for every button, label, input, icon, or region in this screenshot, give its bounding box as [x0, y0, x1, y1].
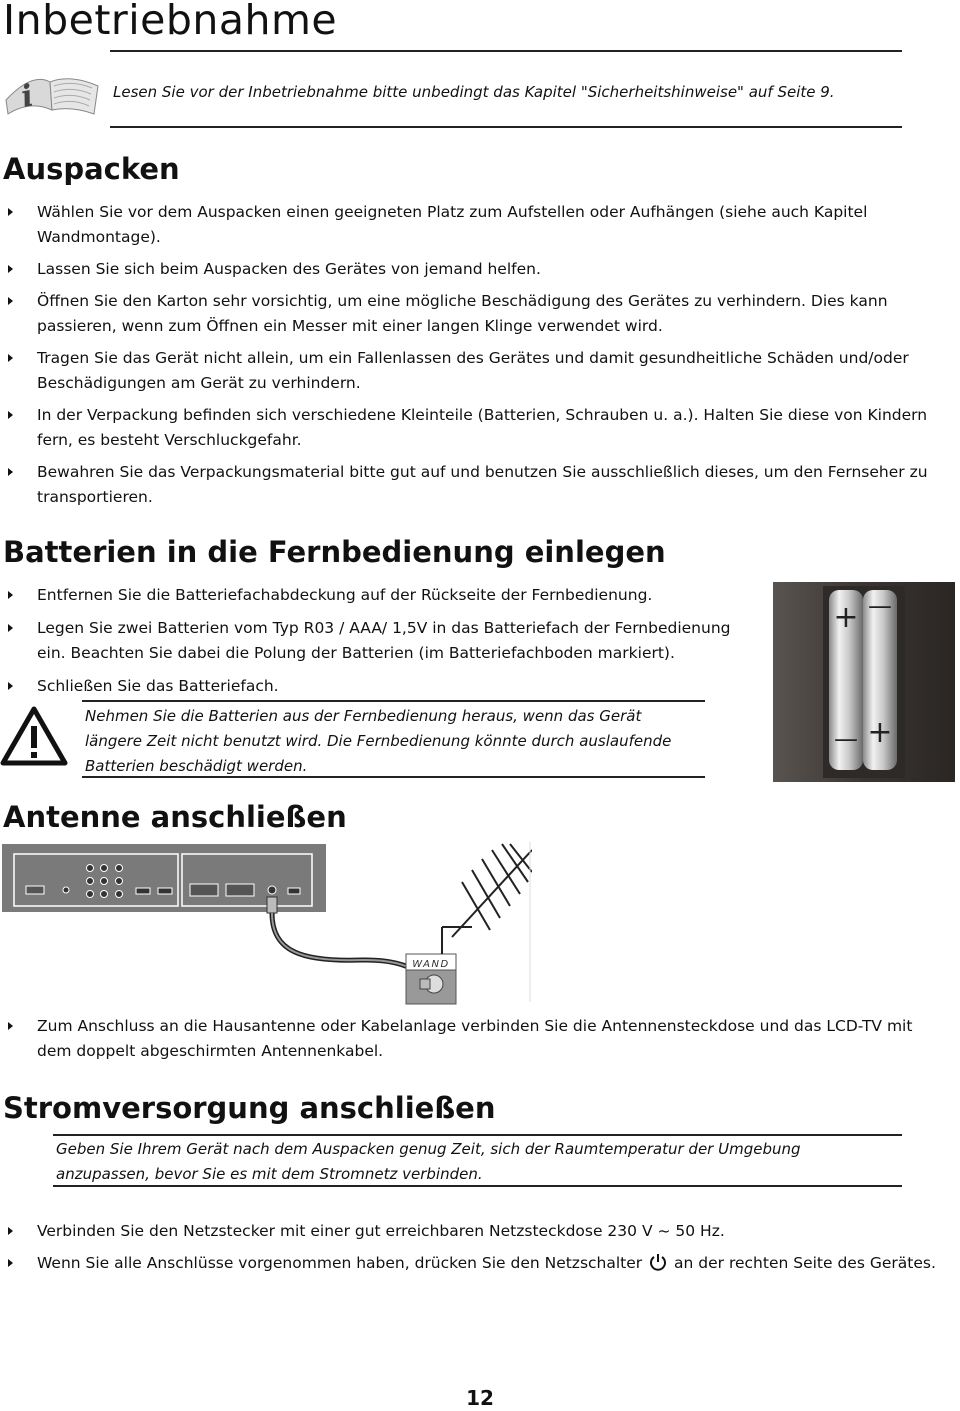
section-heading-batterien: Batterien in die Fernbedienung einlegen [3, 535, 666, 569]
antenna-connection-diagram [2, 842, 532, 1007]
battery-compartment-image [773, 582, 955, 782]
strom-rule-bottom [53, 1185, 902, 1187]
section-heading-auspacken: Auspacken [3, 152, 180, 186]
battery-warning-note: Nehmen Sie die Batterien aus der Fernbedienung heraus, wenn das Gerät längere Zeit nicht benutzt wird. Die Fernbedienung könnte durch auslaufende Batterien beschädigt werden. [85, 707, 672, 775]
list-item: Wenn Sie alle Anschlüsse vorgenommen haben, drücken Sie den Netzschalter an der rechten Seite des Gerätes. [8, 1251, 948, 1276]
list-item: Entfernen Sie die Batteriefachabdeckung auf der Rückseite der Fernbedienung. [8, 583, 743, 608]
list-item: Verbinden Sie den Netzstecker mit einer gut erreichbaren Netzsteckdose 230 V ~ 50 Hz. [8, 1219, 948, 1244]
list-item: Legen Sie zwei Batterien vom Typ R03 / AAA/ 1,5V in das Batteriefach der Fernbedienung ein. Beachten Sie dabei die Polung der Batterien (im Batteriefachboden markiert). [8, 616, 743, 666]
bullet-arrow-icon [8, 265, 13, 273]
polarity-minus-top: — [868, 592, 892, 620]
auspacken-list [8, 200, 948, 510]
bullet-arrow-icon [8, 297, 13, 305]
intro-note: Lesen Sie vor der Inbetriebnahme bitte unbedingt das Kapitel "Sicherheitshinweise" auf Seite 9. [113, 83, 835, 101]
bullet-arrow-icon [8, 624, 13, 632]
list-item: Lassen Sie sich beim Auspacken des Gerätes von jemand helfen. [8, 257, 948, 282]
bullet-arrow-icon [8, 208, 13, 216]
list-item: Schließen Sie das Batteriefach. [8, 674, 743, 699]
wall-label: WAND [412, 959, 450, 970]
power-icon [649, 1253, 667, 1271]
polarity-plus-top: + [833, 600, 859, 635]
bullet-arrow-icon [8, 1227, 13, 1235]
info-book-icon [2, 70, 102, 120]
warning-triangle-icon [0, 706, 68, 766]
polarity-plus-bottom: + [867, 715, 893, 750]
title-rule [110, 50, 902, 52]
batterien-list [8, 583, 743, 699]
warning-rule-top [82, 700, 705, 702]
list-item: Öffnen Sie den Karton sehr vorsichtig, um eine mögliche Beschädigung des Gerätes zu verhindern. Dies kann passieren, wenn zum Öffnen ein Messer mit einer langen Klinge verwendet wird. [8, 289, 948, 339]
list-item: Tragen Sie das Gerät nicht allein, um ein Fallenlassen des Gerätes und damit gesundheitliche Schäden und/oder Beschädigungen am Gerät zu verhindern. [8, 346, 948, 396]
strom-list [8, 1219, 948, 1276]
section-heading-strom: Stromversorgung anschließen [3, 1091, 496, 1125]
bullet-arrow-icon [8, 591, 13, 599]
section-heading-antenne: Antenne anschließen [3, 800, 347, 834]
list-item: Wählen Sie vor dem Auspacken einen geeigneten Platz zum Aufstellen oder Aufhängen (siehe auch Kapitel Wandmontage). [8, 200, 948, 250]
bullet-arrow-icon [8, 1022, 13, 1030]
list-item: Bewahren Sie das Verpackungsmaterial bitte gut auf und benutzen Sie ausschließlich dieses, um den Fernseher zu transportieren. [8, 460, 948, 510]
bullet-arrow-icon [8, 1259, 13, 1267]
strom-note: Geben Sie Ihrem Gerät nach dem Auspacken genug Zeit, sich der Raumtemperatur der Umgebung anzupassen, bevor Sie es mit dem Stromnetz verbinden. [56, 1140, 801, 1183]
polarity-minus-bottom: — [834, 725, 858, 753]
warning-rule-bottom [82, 776, 705, 778]
page-number: 12 [466, 1386, 494, 1410]
antenne-list [8, 1014, 948, 1064]
strom-rule-top [53, 1134, 902, 1136]
bullet-arrow-icon [8, 354, 13, 362]
intro-rule [110, 126, 902, 128]
list-item: In der Verpackung befinden sich verschiedene Kleinteile (Batterien, Schrauben u. a.). Halten Sie diese von Kindern fern, es besteht Verschluckgefahr. [8, 403, 948, 453]
info-letter: i [18, 78, 37, 115]
list-item: Zum Anschluss an die Hausantenne oder Kabelanlage verbinden Sie die Antennensteckdose und das LCD-TV mit dem doppelt abgeschirmten Antennenkabel. [8, 1014, 948, 1064]
page-title: Inbetriebnahme [3, 0, 338, 44]
bullet-arrow-icon [8, 682, 13, 690]
bullet-arrow-icon [8, 468, 13, 476]
bullet-arrow-icon [8, 411, 13, 419]
